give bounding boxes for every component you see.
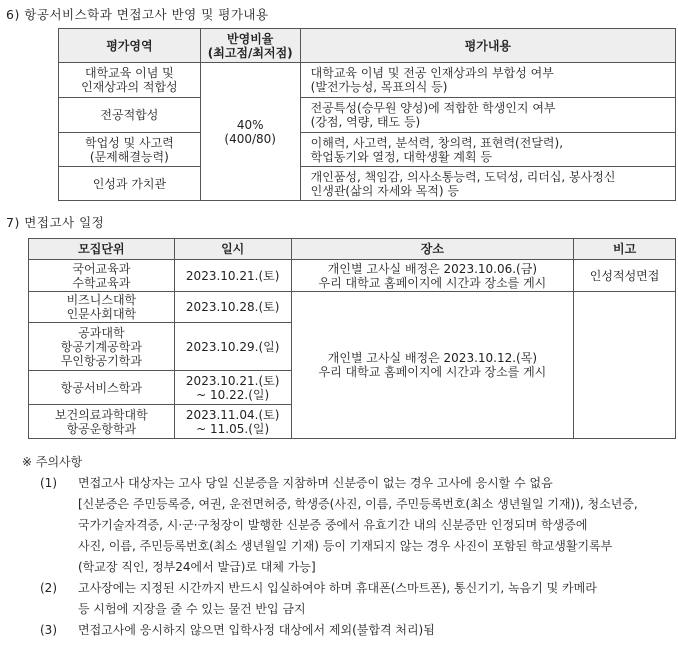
schedule-row: 공과대학 항공기계공학과 무인항공기학과 2023.10.29.(일) — [29, 323, 676, 371]
eval-row: 학업성 및 사고력 (문제해결능력) 이해력, 사고력, 분석력, 창의력, 표현력(전달력), 학업동기와 열정, 대학생활 계획 등 — [59, 133, 676, 167]
section7-title: 7) 면접고사 일정 — [6, 215, 105, 230]
section6-title: 6) 항공서비스학과 면접고사 반영 및 평가내용 — [6, 7, 269, 22]
note-id-block: [신분증은 주민등록증, 여권, 운전면허증, 학생증(사진, 이름, 주민등록번호(최소 생년월일 기재)), 청소년증, 국가기술자격증, 시·군·구청장이 발행한 신분증 중에서 유효기간 내의 신분증만 인정되며 학생증에 사진, 이름, 주민등록번호(최소 생년월일 기재) 등이 기재되지 않는 경우 사진이 포함된 학교생활기록부 (학교장 직인, 정부24에서 발급)로 대체 가능] — [78, 497, 638, 574]
ratio-cell: 40% (400/80) — [200, 63, 300, 201]
notes-section — [22, 452, 672, 641]
schedule-table — [28, 238, 676, 439]
header-unit: 모집단위 — [29, 239, 175, 260]
header-content: 평가내용 — [300, 29, 675, 63]
note-item: (1) 면접고사 대상자는 고사 당일 신분증을 지참하며 신분증이 없는 경우 고사에 응시할 수 없음 — [40, 476, 553, 490]
schedule-row: 보건의료과학대학 항공운항학과 2023.11.04.(토) ~ 11.05.(일) — [29, 405, 676, 439]
evaluation-table — [58, 28, 676, 201]
header-area: 평가영역 — [59, 29, 201, 63]
eval-row: 전공적합성 전공특성(승무원 양성)에 적합한 학생인지 여부 (강점, 역량, 태도 등) — [59, 98, 676, 133]
eval-row: 대학교육 이념 및 인재상과의 적합성 40% (400/80) 대학교육 이념 및 전공 인재상과의 부합성 여부 (발전가능성, 목표의식 등) — [59, 63, 676, 98]
note-cell-empty — [574, 292, 676, 439]
schedule-row: 국어교육과 수학교육과 2023.10.21.(토) 개인별 고사실 배정은 2023.10.06.(금) 우리 대학교 홈페이지에 시간과 장소를 게시 인성적성면접 — [29, 260, 676, 292]
place-cell: 개인별 고사실 배정은 2023.10.06.(금) 우리 대학교 홈페이지에 시간과 장소를 게시 — [291, 260, 574, 292]
note-item: (3) 면접고사에 응시하지 않으면 입학사정 대상에서 제외(불합격 처리)됨 — [40, 623, 435, 637]
header-date: 일시 — [174, 239, 291, 260]
header-place: 장소 — [291, 239, 574, 260]
eval-row: 인성과 가치관 개인품성, 책임감, 의사소통능력, 도덕성, 리더십, 봉사정신 인생관(삶의 자세와 목적) 등 — [59, 167, 676, 201]
header-note: 비고 — [574, 239, 676, 260]
note-item: (2) 고사장에는 지정된 시간까지 반드시 입실하여야 하며 휴대폰(스마트폰), 통신기기, 녹음기 및 카메라 등 시험에 지장을 줄 수 있는 물건 반입 금지 — [40, 581, 597, 616]
schedule-row: 항공서비스학과 2023.10.21.(토) ~ 10.22.(일) — [29, 371, 676, 405]
place-cell: 개인별 고사실 배정은 2023.10.12.(목) 우리 대학교 홈페이지에 시간과 장소를 게시 — [291, 292, 574, 439]
notes-heading: ※ 주의사항 — [22, 455, 83, 469]
header-ratio: 반영비율 (최고점/최저점) — [200, 29, 300, 63]
schedule-row: 비즈니스대학 인문사회대학 2023.10.28.(토) 개인별 고사실 배정은 2023.10.12.(목) 우리 대학교 홈페이지에 시간과 장소를 게시 — [29, 292, 676, 323]
note-cell: 인성적성면접 — [574, 260, 676, 292]
